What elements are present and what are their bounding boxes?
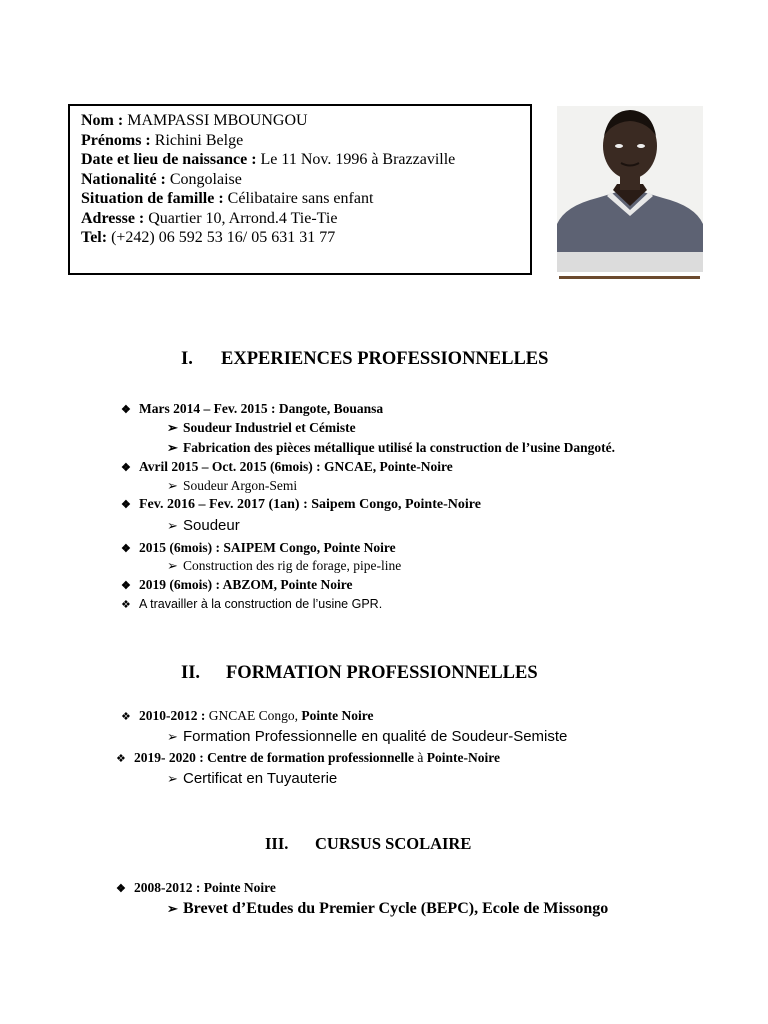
formation-item: ❖ 2010-2012 : GNCAE Congo, Pointe Noire — [121, 708, 374, 723]
experience-detail: ➢ Soudeur — [167, 517, 240, 534]
profile-photo — [557, 106, 703, 272]
photo-frame-line — [559, 276, 700, 279]
formation-detail: ➢ Certificat en Tuyauterie — [167, 770, 338, 787]
experience-item: ❖ Fev. 2016 – Fev. 2017 (1an) : Saipem Congo, Pointe-Noire — [121, 497, 481, 512]
identity-box — [68, 104, 532, 275]
section-title-formation: II. FORMATION PROFESSIONNELLES — [181, 663, 538, 683]
formation-detail: ➢ Formation Professionnelle en qualité de Soudeur-Semiste — [167, 728, 568, 745]
diamond-bullet-icon: ❖ — [116, 883, 126, 895]
nationalite-line: Nationalité : Congolaise — [81, 170, 242, 188]
arrow-bullet-icon: ➢ — [167, 420, 178, 435]
diamond-bullet-icon: ❖ — [116, 753, 126, 765]
diamond-bullet-icon: ❖ — [121, 404, 131, 416]
arrow-bullet-icon: ➢ — [167, 478, 178, 493]
formation-item: ❖ 2019- 2020 : Centre de formation professionnelle à Pointe-Noire — [116, 750, 500, 765]
experience-item: ❖ Avril 2015 – Oct. 2015 (6mois) : GNCAE, Pointe-Noire — [121, 459, 453, 474]
arrow-bullet-icon: ➢ — [167, 518, 178, 533]
experience-item: ❖ A travailler à la construction de l’usine GPR. — [121, 597, 383, 611]
cursus-detail: ➢ Brevet d’Etudes du Premier Cycle (BEPC), Ecole de Missongo — [167, 900, 609, 917]
arrow-bullet-icon: ➢ — [167, 901, 178, 916]
tel-line: Tel: (+242) 06 592 53 16/ 05 631 31 77 — [81, 229, 336, 246]
diamond-bullet-icon: ❖ — [121, 543, 131, 555]
diamond-bullet-icon: ❖ — [121, 599, 131, 611]
diamond-bullet-icon: ❖ — [121, 580, 131, 592]
section-title-experiences: I. EXPERIENCES PROFESSIONNELLES — [181, 349, 549, 369]
nom-line: Nom : MAMPASSI MBOUNGOU — [81, 112, 308, 129]
experience-detail: ➢ Soudeur Industriel et Cémiste — [167, 420, 356, 435]
section-title-cursus: III. CURSUS SCOLAIRE — [265, 834, 472, 853]
naissance-line: Date et lieu de naissance : Le 11 Nov. 1996 à Brazzaville — [81, 151, 456, 168]
experience-detail: ➢ Fabrication des pièces métallique utilisé la construction de l’usine Dangoté. — [167, 440, 615, 455]
arrow-bullet-icon: ➢ — [167, 729, 178, 744]
diamond-bullet-icon: ❖ — [121, 711, 131, 723]
diamond-bullet-icon: ❖ — [121, 499, 131, 511]
adresse-line: Adresse : Quartier 10, Arrond.4 Tie-Tie — [81, 209, 338, 227]
arrow-bullet-icon: ➢ — [167, 771, 178, 786]
experience-item: ❖ 2015 (6mois) : SAIPEM Congo, Pointe Noire — [121, 540, 396, 555]
situation-line: Situation de famille : Célibataire sans enfant — [81, 190, 374, 207]
prenoms-line: Prénoms : Richini Belge — [81, 131, 244, 149]
arrow-bullet-icon: ➢ — [167, 440, 178, 455]
experience-item: ❖ 2019 (6mois) : ABZOM, Pointe Noire — [121, 577, 353, 592]
experience-item: ❖ Mars 2014 – Fev. 2015 : Dangote, Bouansa — [121, 401, 384, 416]
experience-detail: ➢ Soudeur Argon-Semi — [167, 478, 298, 493]
arrow-bullet-icon: ➢ — [167, 558, 178, 573]
experience-detail: ➢ Construction des rig de forage, pipe-line — [167, 558, 402, 573]
diamond-bullet-icon: ❖ — [121, 462, 131, 474]
cursus-item: ❖ 2008-2012 : Pointe Noire — [116, 880, 276, 895]
